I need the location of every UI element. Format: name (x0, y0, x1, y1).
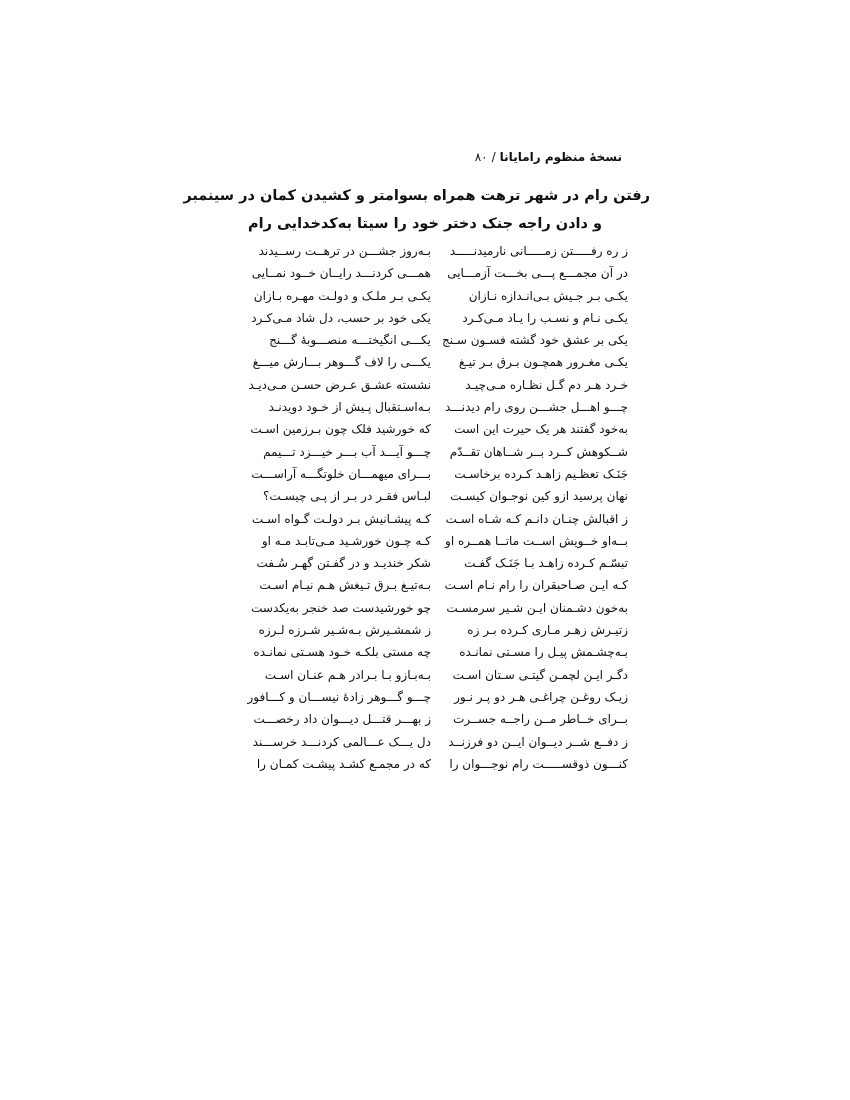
verse-first-hemistich: یکـی بـر جـیش بـی‌انـدازه نـازان (468, 288, 628, 303)
verse-first-hemistich: کـه ایـن صـاحبقران را رام نـام اسـت (444, 578, 628, 593)
verse-first-hemistich: بــرای خــاطر مــن راجــه جســرت (453, 712, 628, 727)
verse-second-hemistich: بـــرای میهمـــان خلوتگـــه آراســـت (251, 466, 431, 481)
section-title-line-2: و دادن راجه جنک دختر خود را سیتا به‌کدخدایی رام (247, 216, 603, 232)
verse-first-hemistich: به‌خون دشـمنان ایـن شـیر سرمسـت (446, 600, 628, 615)
verse-first-hemistich: جَنَـک تعظـیم زاهـد کـرده برخاسـت (454, 466, 628, 481)
verse-first-hemistich: بـه‌چشـمش پیـل را مسـتی نمانـده (459, 645, 628, 660)
verse-first-hemistich: ز اقبالش چنـان دانـم کـه شـاه اسـت (445, 511, 628, 526)
verse-first-hemistich: نهان پرسید ازو کین نوجـوان کیسـت (450, 489, 628, 504)
verse-first-hemistich: زیـک روغـن چراغـی هـر دو پـر نـور (454, 689, 628, 704)
page-number: ۸۰ (474, 150, 488, 164)
verse-second-hemistich: بـه‌اسـتقبال پـیش از خـود دویدنـد (268, 400, 431, 415)
verse-first-hemistich: در آن مجمـــع پـــی بخـــت آزمـــایی (447, 266, 628, 281)
running-header (475, 150, 622, 164)
verse-first-hemistich: یکـی مغـرور همچـون بـرق بـر تیـغ (458, 355, 628, 370)
verse-first-hemistich: چـــو اهـــل جشـــن روی رام دیدنـــد (444, 400, 628, 415)
verse-second-hemistich: ز بهـــر قتـــل دیـــوان داد رخصـــت (253, 712, 431, 727)
verse-second-hemistich: یکـــی را لاف گـــوهر بـــارش میـــغ (252, 355, 431, 370)
verse-second-hemistich: بـه‌بـازو بـا بـرادر هـم عنـان اسـت (264, 667, 431, 682)
verse-second-hemistich: نشسته عشـق عـرض حسـن مـی‌دیـد (248, 377, 431, 392)
verse-first-hemistich: ز دفــع شــر دیــوان ایــن دو فرزنــد (448, 734, 628, 749)
section-title (183, 182, 650, 238)
verse-first-hemistich: شــکوهش کــرد بــر شــاهان تقــدّم (449, 444, 628, 459)
verse-second-hemistich: چو خورشیدست صد خنجر به‌یکدست (251, 600, 431, 615)
verse-first-hemistich: بــه‌او خــویش اســت ماتــا همــره او (445, 533, 628, 548)
verse-first-hemistich: دگـر ایـن لچمـن گیتـی سـتان اسـت (452, 667, 628, 682)
verse-second-hemistich: ز شمشـیرش بـه‌شـیر شـرزه لـرزه (258, 623, 431, 638)
verse-second-hemistich: شکر خندیـد و در گفـتن گهـر سُـفت (256, 556, 431, 571)
verse-second-hemistich: کـه پیشـانیش بـر دولـت گـواه اسـت (251, 511, 431, 526)
verse-second-hemistich: یکـی بـر ملـک و دولـت مهـره بـازان (253, 288, 431, 303)
section-title-line-1: رفتن رام در شهر ترهت همراه بسوامتر و کشیدن کمان در سینمبر (183, 188, 650, 204)
verse-second-hemistich: لبـاس فقـر در بـر از پـی چیسـت؟ (263, 489, 431, 504)
verse-second-hemistich: بـه‌روز جشـــن در ترهــت رســیدند (258, 244, 431, 258)
verse-first-hemistich: ز ره رفـــــتن زمـــــانی نارمیدنـــــد (449, 244, 628, 258)
verse-second-hemistich: که خورشید فلک چون بـرزمین اسـت (250, 422, 431, 437)
verse-second-hemistich: یکی خود بر حسب، دل شاد مـی‌کـرد (251, 310, 431, 325)
verse-second-hemistich: چـــو گـــوهر زادهٔ نیســـان و کـــافور (247, 689, 431, 704)
verse-first-hemistich: یکی بر عشق خود گشته فسـون سـنج (441, 333, 628, 348)
verse-first-hemistich: خـرد هـر دم گـل نظـاره مـی‌چیـد (465, 377, 628, 392)
verse-second-hemistich: دل یـــک عـــالمی کردنـــد خرســـند (252, 734, 431, 749)
verse-first-hemistich: کنـــون ذوقســـــت رام نوجـــوان را (449, 756, 628, 771)
verse-first-hemistich: زتیـرش زهـر مـاری کـرده بـر زه (467, 623, 628, 638)
verse-second-hemistich: که در مجمـع کشـد پیشـت کمـان را (256, 756, 431, 771)
book-title: نسخهٔ منظوم رامایانا (499, 150, 622, 164)
verse-second-hemistich: چـــو آیـــد آب بـــر خیـــزد تـــیمم (263, 444, 431, 459)
first-hemistich-column (430, 240, 628, 775)
verse-first-hemistich: یکـی نـام و نسـب را یـاد مـی‌کـرد (462, 310, 628, 325)
verse-second-hemistich: همـــی کردنـــد رایــان خــود نمــایی (251, 266, 431, 281)
header-separator: / (491, 150, 496, 164)
verse-first-hemistich: به‌خود گفتند هر یک حیرت این است (454, 422, 628, 437)
verse-second-hemistich: کـه چـون خورشـید مـی‌تابـد مـه او (261, 533, 431, 548)
verse-second-hemistich: بـه‌تیـغ بـرق تـیغش هـم نیـام اسـت (259, 578, 431, 593)
second-hemistich-column (233, 240, 431, 775)
verse-first-hemistich: تبسّـم کـرده زاهـد بـا جَنَـک گفـت (464, 556, 628, 571)
verse-second-hemistich: چه مستی بلکـه خـود هسـتی نمانـده (253, 645, 431, 660)
verse-second-hemistich: یکـــی انگیختـــه منصـــوبهٔ گـــنج (269, 333, 431, 348)
